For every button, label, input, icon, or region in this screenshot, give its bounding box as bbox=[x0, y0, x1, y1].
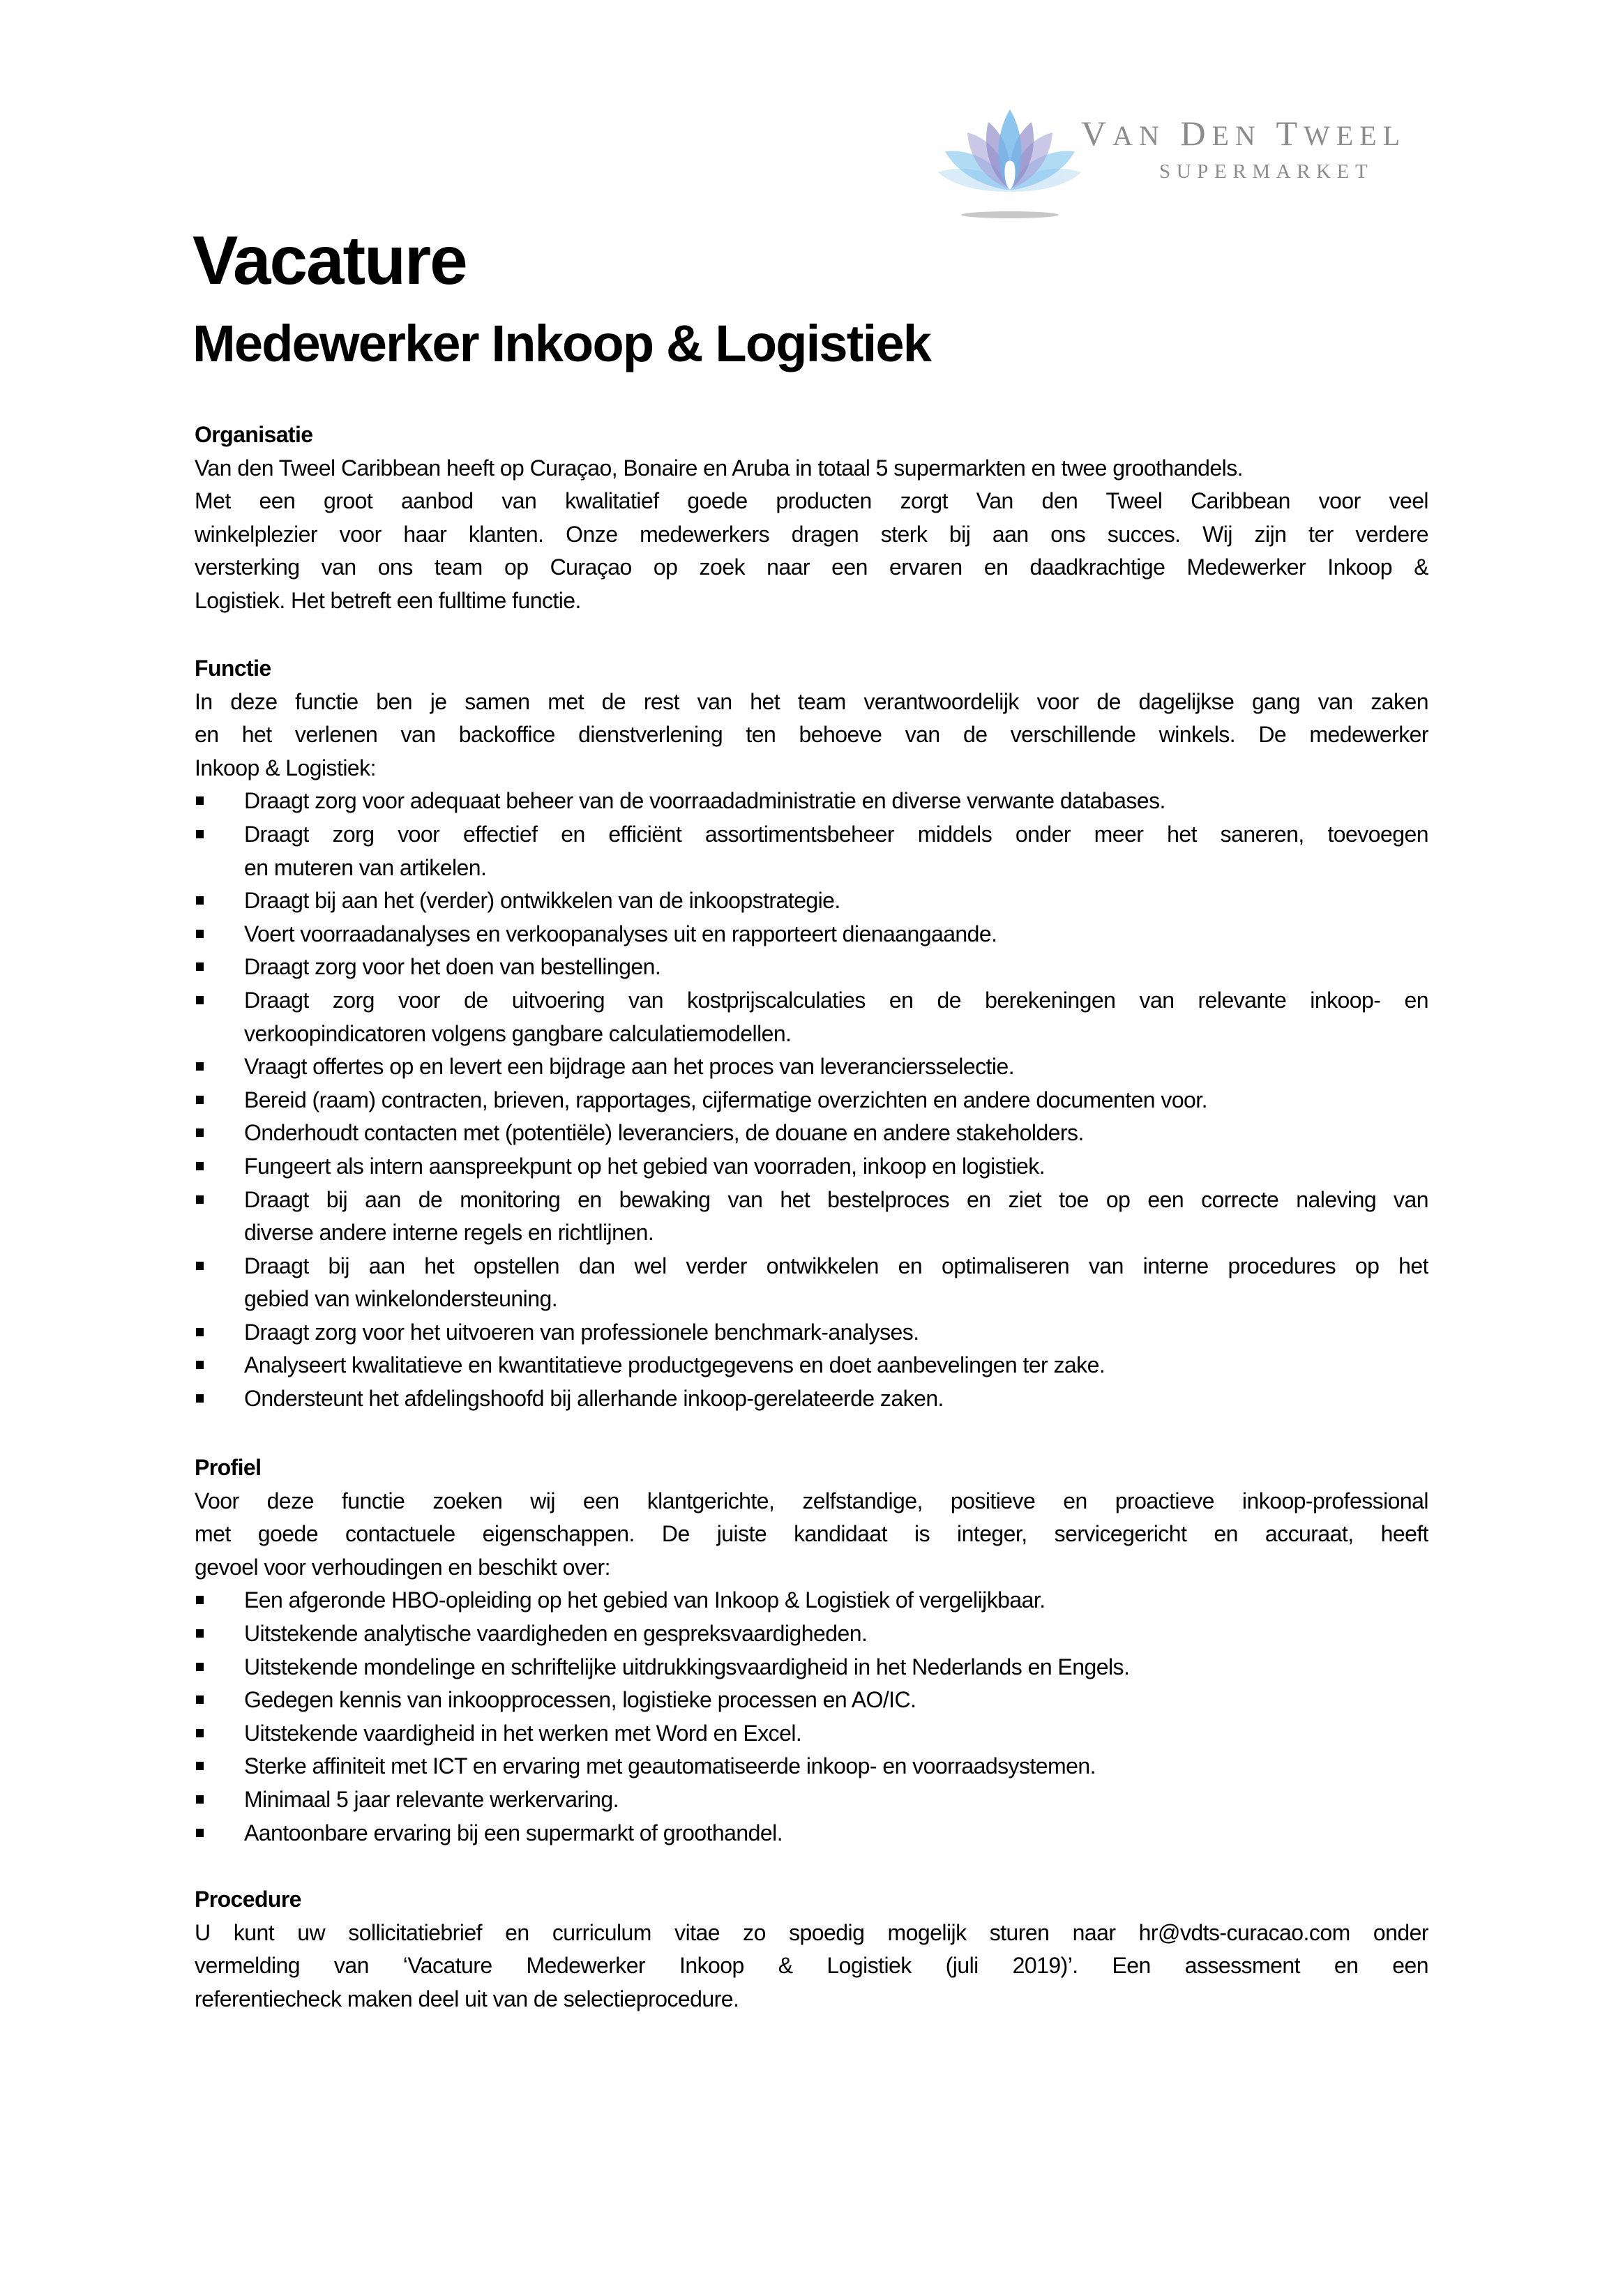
bullet-square-icon bbox=[196, 1663, 204, 1671]
list-item: Een afgeronde HBO-opleiding op het gebied van Inkoop & Logistiek of vergelijkbaar. bbox=[195, 1584, 1428, 1617]
paragraph-line: gevoel voor verhoudingen en beschikt over: bbox=[195, 1554, 610, 1580]
list-item: Sterke affiniteit met ICT en ervaring met geautomatiseerde inkoop- en voorraadsystemen. bbox=[195, 1750, 1428, 1783]
paragraph-line: In deze functie ben je samen met de rest van het team verantwoordelijk voor de dagelijkse gang van zaken bbox=[195, 688, 1428, 714]
page-title: Vacature bbox=[193, 222, 467, 299]
bullet-square-icon bbox=[196, 1762, 204, 1770]
paragraph-line: versterking van ons team op Curaçao op zoek naar een ervaren en daadkrachtige Medewerker Inkoop & bbox=[195, 554, 1428, 580]
email-link[interactable]: hr@vdts-curacao.com bbox=[1138, 1919, 1350, 1945]
list-item: Gedegen kennis van inkoopprocessen, logistieke processen en AO/IC. bbox=[195, 1684, 1428, 1717]
list-item: Analyseert kwalitatieve en kwantitatieve productgegevens en doet aanbevelingen ter zake. bbox=[195, 1349, 1428, 1382]
section-profiel bbox=[195, 1451, 1428, 1850]
bullet-square-icon bbox=[196, 830, 204, 838]
list-item: Bereid (raam) contracten, brieven, rapportages, cijfermatige overzichten en andere documenten voor. bbox=[195, 1084, 1428, 1117]
list-item: Draagt zorg voor adequaat beheer van de voorraadadministratie en diverse verwante databases. bbox=[195, 785, 1428, 818]
bullet-square-icon bbox=[196, 1829, 204, 1837]
list-item: Minimaal 5 jaar relevante werkervaring. bbox=[195, 1783, 1428, 1817]
bullet-square-icon bbox=[196, 996, 204, 1004]
list-item: Vraagt offertes op en levert een bijdrage aan het proces van leveranciersselectie. bbox=[195, 1050, 1428, 1084]
bullet-square-icon bbox=[196, 1128, 204, 1137]
list-item-continuation: diverse andere interne regels en richtlijnen. bbox=[244, 1220, 654, 1246]
list-item: Draagt bij aan de monitoring en bewaking van het bestelproces en ziet toe op een correcte naleving van bbox=[195, 1184, 1428, 1217]
list-item: Ondersteunt het afdelingshoofd bij allerhande inkoop-gerelateerde zaken. bbox=[195, 1382, 1428, 1416]
brand-subtitle: SUPERMARKET bbox=[1159, 160, 1374, 183]
list-item-continuation: verkoopindicatoren volgens gangbare calculatiemodellen. bbox=[244, 1020, 792, 1046]
company-logo bbox=[935, 105, 1493, 230]
bullet-square-icon bbox=[196, 1328, 204, 1336]
paragraph-line: winkelplezier voor haar klanten. Onze medewerkers dragen sterk bij aan ons succes. Wij zijn ter verdere bbox=[195, 521, 1428, 547]
list-item: Draagt zorg voor effectief en efficiënt assortimentsbeheer middels onder meer het saneren, toevoegen bbox=[195, 818, 1428, 852]
requirements-list bbox=[195, 1584, 1428, 1850]
paragraph-line: Voor deze functie zoeken wij een klantgerichte, zelfstandige, positieve en proactieve inkoop-professional bbox=[195, 1488, 1428, 1513]
job-title: Medewerker Inkoop & Logistiek bbox=[193, 315, 931, 372]
section-heading: Functie bbox=[195, 656, 271, 681]
bullet-square-icon bbox=[196, 896, 204, 905]
bullet-square-icon bbox=[196, 1729, 204, 1737]
paragraph-line: referentiecheck maken deel uit van de selectieprocedure. bbox=[195, 1986, 739, 2011]
paragraph-line: Van den Tweel Caribbean heeft op Curaçao, Bonaire en Aruba in totaal 5 supermarkten en twee groothandels. bbox=[195, 455, 1243, 481]
bullet-square-icon bbox=[196, 1394, 204, 1403]
bullet-square-icon bbox=[196, 962, 204, 971]
list-item: Draagt zorg voor het uitvoeren van professionele benchmark-analyses. bbox=[195, 1316, 1428, 1350]
paragraph-line: Met een groot aanbod van kwalitatief goede producten zorgt Van den Tweel Caribbean voor veel bbox=[195, 488, 1428, 514]
bullet-square-icon bbox=[196, 1361, 204, 1369]
section-procedure bbox=[195, 1883, 1428, 2016]
list-item: Draagt bij aan het opstellen dan wel verder ontwikkelen en optimaliseren van interne procedures op het bbox=[195, 1250, 1428, 1283]
list-item: Aantoonbare ervaring bij een supermarkt of groothandel. bbox=[195, 1817, 1428, 1850]
bullet-square-icon bbox=[196, 1795, 204, 1804]
list-item: Draagt zorg voor het doen van bestellingen. bbox=[195, 951, 1428, 984]
paragraph-line: vermelding van ‘Vacature Medewerker Inkoop & Logistiek (juli 2019)’. Een assessment en een bbox=[195, 1953, 1428, 1979]
list-item: Uitstekende analytische vaardigheden en gespreksvaardigheden. bbox=[195, 1617, 1428, 1651]
list-item: Onderhoudt contacten met (potentiële) leveranciers, de douane en andere stakeholders. bbox=[195, 1117, 1428, 1150]
paragraph-line: Inkoop & Logistiek: bbox=[195, 755, 376, 780]
brand-name: VAN DEN TWEEL bbox=[1081, 114, 1407, 153]
list-item: Voert voorraadanalyses en verkoopanalyses uit en rapporteert dienaangaande. bbox=[195, 918, 1428, 951]
list-item: Uitstekende mondelinge en schriftelijke uitdrukkingsvaardigheid in het Nederlands en Engels. bbox=[195, 1651, 1428, 1684]
list-item-continuation: en muteren van artikelen. bbox=[244, 854, 487, 880]
section-functie bbox=[195, 652, 1428, 1416]
bullet-square-icon bbox=[196, 1096, 204, 1104]
bullet-square-icon bbox=[196, 930, 204, 938]
section-heading: Organisatie bbox=[195, 422, 313, 447]
list-item: Fungeert als intern aanspreekpunt op het gebied van voorraden, inkoop en logistiek. bbox=[195, 1150, 1428, 1184]
bullet-square-icon bbox=[196, 1596, 204, 1604]
bullet-square-icon bbox=[196, 796, 204, 805]
section-heading: Profiel bbox=[195, 1455, 262, 1480]
paragraph-line: en het verlenen van backoffice dienstverlening ten behoeve van de verschillende winkels. De medewerker bbox=[195, 722, 1428, 748]
bullet-square-icon bbox=[196, 1195, 204, 1204]
section-organisatie bbox=[195, 418, 1428, 618]
paragraph-line: U kunt uw sollicitatiebrief en curriculum vitae zo spoedig mogelijk sturen naar hr@vdts-curacao.com onder bbox=[195, 1919, 1428, 1945]
section-heading: Procedure bbox=[195, 1887, 301, 1912]
bullet-square-icon bbox=[196, 1629, 204, 1638]
list-item: Draagt zorg voor de uitvoering van kostprijscalculaties en de berekeningen van relevante inkoop- en bbox=[195, 984, 1428, 1018]
bullet-square-icon bbox=[196, 1162, 204, 1170]
paragraph-line: Logistiek. Het betreft een fulltime functie. bbox=[195, 587, 581, 613]
bullet-square-icon bbox=[196, 1062, 204, 1071]
list-item-continuation: gebied van winkelondersteuning. bbox=[244, 1286, 558, 1312]
list-item: Uitstekende vaardigheid in het werken met Word en Excel. bbox=[195, 1717, 1428, 1751]
lotus-logo-icon bbox=[938, 108, 1081, 220]
list-item: Draagt bij aan het (verder) ontwikkelen van de inkoopstrategie. bbox=[195, 884, 1428, 918]
paragraph-line: met goede contactuele eigenschappen. De juiste kandidaat is integer, servicegericht en accuraat, heeft bbox=[195, 1521, 1428, 1547]
bullet-square-icon bbox=[196, 1262, 204, 1270]
bullet-square-icon bbox=[196, 1695, 204, 1704]
task-list bbox=[195, 785, 1428, 1415]
